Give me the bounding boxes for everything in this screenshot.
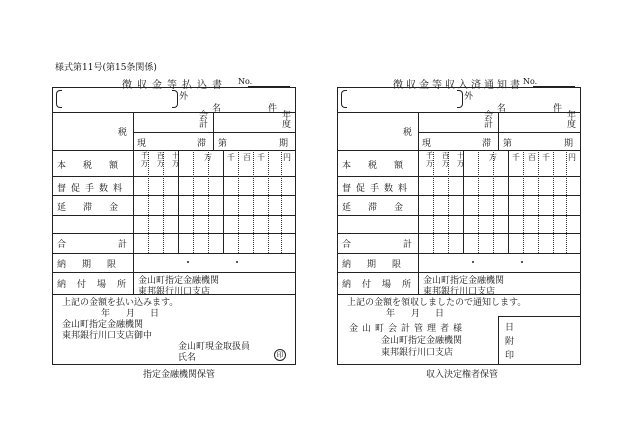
right-row-main-tax: 本税額: [342, 161, 421, 171]
left-outside-label: 外: [179, 92, 189, 102]
right-fiscal-year-label: 年度: [567, 111, 577, 130]
left-seal-mark: 印: [274, 349, 286, 361]
right-row-due: 納期限: [342, 260, 418, 270]
right-items-label: 件: [553, 104, 563, 114]
left-row-place: 納付場所: [57, 280, 138, 290]
right-unit-1: 百万: [442, 151, 450, 168]
left-unit-6: 千: [257, 153, 265, 162]
left-form-title: 徴収金等払込書: [122, 80, 227, 91]
right-unit-7: 円: [568, 153, 576, 162]
right-bracket-close: [457, 90, 463, 108]
left-unit-3: 万: [204, 153, 212, 162]
left-unit-7: 円: [283, 153, 291, 162]
right-recipient1: 金山町会計管理者様: [349, 324, 467, 334]
left-unit-1: 百万: [157, 151, 165, 168]
left-place-line1: 金山町指定金融機関: [138, 276, 220, 286]
left-due-dot-1: [187, 261, 189, 263]
left-bracket-open: [56, 90, 62, 108]
left-date-month: 月: [126, 309, 136, 319]
left-tax-label: 税: [118, 128, 128, 138]
left-form-no-label: No.: [238, 77, 253, 86]
left-period-label: 期: [279, 139, 289, 149]
right-form-no-label: No.: [523, 77, 538, 86]
right-term-label: 第: [503, 139, 513, 149]
left-unit-5: 百: [243, 153, 251, 162]
form-number-note: 様式第11号(第15条関係): [55, 63, 157, 73]
right-unit-2: 十万: [457, 151, 465, 168]
right-due-dot-2: [521, 261, 523, 263]
left-unit-4: 千: [227, 153, 235, 162]
right-unit-6: 千: [542, 153, 550, 162]
left-row-late: 延滞金: [57, 203, 136, 213]
right-stamp-day: 日: [505, 323, 515, 333]
left-current-label: 現: [137, 139, 147, 149]
right-recipient2: 金山町指定金融機関: [381, 336, 463, 346]
left-unit-0: 千万: [141, 151, 149, 168]
right-due-dot-1: [472, 261, 474, 263]
left-recipient2: 東邦銀行川口支店御中: [62, 331, 153, 341]
right-recipient3: 東邦銀行川口支店: [381, 348, 454, 358]
right-row-fee: 督促手数料: [342, 184, 413, 194]
right-row-total: 合計: [342, 240, 465, 250]
left-row-due: 納期限: [57, 260, 133, 270]
left-date-year: 年: [101, 309, 111, 319]
right-place-line1: 金山町指定金融機関: [423, 276, 505, 286]
left-delinquent-label: 滞: [197, 139, 207, 149]
right-row-late: 延滞金: [342, 203, 421, 213]
left-row-main-tax: 本税額: [57, 161, 136, 171]
left-bracket-close: [172, 90, 178, 108]
left-row-fee: 督促手数料: [57, 184, 128, 194]
left-accounting-label: 会計: [199, 111, 209, 130]
left-due-dot-2: [236, 261, 238, 263]
right-bracket-open: [341, 90, 347, 108]
left-place-line2: 東邦銀行川口支店: [138, 287, 211, 297]
right-unit-3: 万: [489, 153, 497, 162]
left-fiscal-year-label: 年度: [282, 111, 292, 130]
left-name-label: 氏名: [178, 353, 197, 363]
left-handler: 金山町現金取扱員: [178, 342, 251, 352]
right-unit-0: 千万: [426, 151, 434, 168]
right-accounting-label: 会計: [484, 111, 494, 130]
right-keeper: 収入決定権者保管: [426, 370, 499, 380]
left-row-total: 合計: [57, 240, 180, 250]
right-period-label: 期: [564, 139, 574, 149]
right-delinquent-label: 滞: [482, 139, 492, 149]
left-date-day: 日: [150, 309, 160, 319]
left-items-label: 件: [268, 104, 278, 114]
right-row-place: 納付場所: [342, 280, 423, 290]
right-tax-label: 税: [403, 128, 413, 138]
right-form-title: 徴収金等収入済通知書: [393, 80, 523, 91]
left-count-label: 名: [212, 104, 222, 114]
right-unit-5: 百: [528, 153, 536, 162]
left-term-label: 第: [218, 139, 228, 149]
right-outside-label: 外: [464, 92, 474, 102]
right-stamp-seal: 印: [505, 351, 515, 361]
right-date-day: 日: [435, 309, 445, 319]
right-date-year: 年: [386, 309, 396, 319]
right-unit-4: 千: [512, 153, 520, 162]
right-place-line2: 東邦銀行川口支店: [423, 287, 496, 297]
right-stamp-attach: 附: [505, 337, 515, 347]
left-note: 上記の金額を払い込みます。: [62, 298, 179, 308]
right-date-month: 月: [411, 309, 421, 319]
left-unit-2: 十万: [172, 151, 180, 168]
left-keeper: 指定金融機関保管: [143, 370, 216, 380]
right-current-label: 現: [422, 139, 432, 149]
right-note: 上記の金額を領収しましたので通知します。: [347, 298, 527, 308]
left-recipient1: 金山町指定金融機関: [62, 320, 144, 330]
right-count-label: 名: [497, 104, 507, 114]
